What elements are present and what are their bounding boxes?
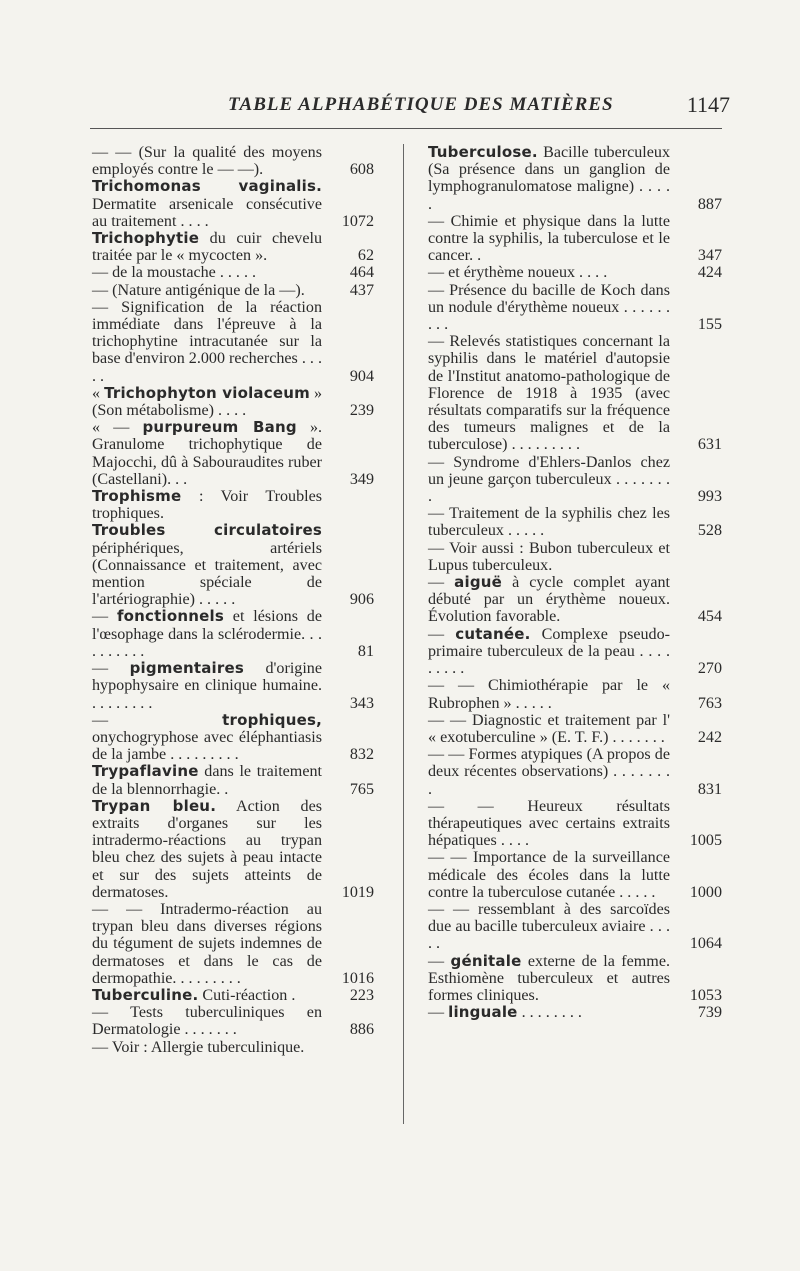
entry-text: Complexe pseudo-primaire tuberculeux de la peau . . . . . . . . . [428, 625, 670, 678]
page-reference: 242 [697, 728, 722, 746]
entry-text: et lésions de l'œsophage dans la sclérodermie. . . . . . . . . . [92, 608, 322, 660]
left-column [92, 144, 374, 1056]
page-reference: 765 [349, 780, 374, 798]
entry-text: externe de la femme. Esthiomène tuberculeux et autres formes cliniques. [428, 952, 670, 1004]
page-reference: 1019 [341, 883, 374, 901]
entry-text: Signification de la réaction immédiate dans l'épreuve à la trichophytine intracutanée sur la base d'environ 2.000 recherches . . . . . [92, 298, 322, 385]
entry-dash: — — [428, 849, 473, 867]
entry-dash: — — [428, 746, 469, 764]
entry-heading: pigmentaires [129, 659, 244, 678]
entry-dash: — [92, 660, 130, 678]
page-reference: 343 [349, 694, 374, 712]
entry-text: Chimiothérapie par le « Rubrophen » . . . . . [428, 677, 670, 712]
page-title: TABLE ALPHABÉTIQUE DES MATIÈRES [228, 94, 614, 115]
page-reference: 1072 [341, 212, 374, 230]
entry-dash: — [92, 711, 223, 729]
entry-dash: — — [428, 797, 528, 815]
page-reference: 349 [349, 470, 374, 488]
page-reference: 454 [697, 608, 722, 626]
entry-heading: Troubles circulatoires [92, 521, 322, 540]
entry-dash: — [92, 298, 122, 316]
index-entry [428, 677, 722, 711]
index-entry [92, 660, 374, 712]
page-reference: 739 [697, 1004, 722, 1022]
index-entry [428, 901, 722, 953]
index-entry [428, 798, 722, 850]
entry-dash: — — [428, 711, 472, 729]
page-reference: 631 [697, 436, 722, 454]
entry-dash: — — [428, 900, 478, 918]
index-entry [92, 488, 374, 522]
entry-dash: — [92, 1038, 112, 1056]
index-entry [428, 712, 722, 746]
page-reference: 763 [697, 694, 722, 712]
right-column [428, 144, 722, 1021]
page-reference: 223 [349, 986, 374, 1004]
page-reference: 528 [697, 522, 722, 540]
index-entry [92, 712, 374, 764]
entry-text: dans le traitement de la blennorrhagie. . [92, 763, 322, 798]
entry-dash: — [92, 1004, 131, 1022]
page-reference: 904 [349, 367, 374, 385]
entry-text: Traitement de la syphilis chez les tuberculeux . . . . . [428, 505, 670, 540]
entry-dash: — — [428, 677, 488, 695]
entry-dash: — [428, 574, 455, 592]
entry-text: périphériques, artériels (Connaissance et traitement, avec mention spéciale de l'artériographie) . . . . . [92, 539, 322, 609]
page-number: 1147 [686, 92, 730, 117]
entry-dash: — [428, 505, 450, 523]
entry-dash: — [428, 212, 451, 230]
entry-text: (Nature antigénique de la —). [112, 281, 305, 299]
entry-dash: « [92, 384, 105, 402]
entry-heading: Trichophyton violaceum [104, 383, 310, 402]
page-reference: 155 [697, 316, 722, 334]
entry-dash: « — [92, 419, 143, 437]
entry-heading: purpureum Bang [142, 418, 297, 437]
entry-dash: — — [92, 900, 161, 918]
index-entry [428, 746, 722, 798]
entry-heading: Trypaflavine [92, 762, 199, 781]
page-reference: 1053 [689, 986, 722, 1004]
entry-heading: linguale [448, 1003, 518, 1022]
index-entry [92, 522, 374, 608]
entry-text: Action des extraits d'organes sur les intradermo-réactions au trypan bleu chez des sujets à peau intacte et sur des sujets atteints de dermatoses. [92, 797, 322, 901]
entry-text: : Voir Troubles trophiques. [92, 488, 322, 523]
page-reference: 1000 [689, 883, 722, 901]
page-reference: 464 [349, 264, 374, 282]
entry-text: Voir : Allergie tuberculinique. [111, 1038, 305, 1056]
entry-heading: Trichomonas vaginalis. [92, 177, 322, 196]
index-entry [428, 264, 722, 281]
page-reference: 906 [349, 591, 374, 609]
index-entry [92, 230, 374, 264]
entry-text: (Sur la qualité des moyens employés contre le — —). [92, 144, 322, 179]
entry-heading: Trophisme [92, 487, 182, 506]
index-entry [92, 385, 374, 419]
index-entry [428, 454, 722, 506]
entry-text: Présence du bacille de Koch dans un nodule d'érythème noueux . . . . . . . . . [428, 281, 670, 334]
page-reference: 1005 [689, 832, 722, 850]
index-entry [92, 798, 374, 901]
header-rule [90, 128, 722, 129]
entry-dash: — [428, 333, 450, 351]
entry-dash: — [428, 952, 451, 970]
index-entry [92, 299, 374, 385]
page-reference: 239 [349, 402, 374, 420]
index-entry [92, 987, 374, 1004]
index-entry [428, 282, 722, 334]
index-entry [92, 608, 374, 660]
index-entry [428, 505, 722, 539]
page-reference: 437 [349, 281, 374, 299]
index-entry [428, 953, 722, 1005]
index-entry [92, 282, 374, 299]
entry-text: à cycle complet ayant débuté par un érythème noueux. Évolution favorable. [428, 574, 670, 626]
entry-heading: fonctionnels [116, 607, 224, 626]
entry-heading: Trypan bleu. [92, 796, 217, 815]
page-reference: 347 [697, 247, 722, 265]
entry-text: » (Son métabolisme) . . . . [92, 384, 322, 420]
index-entry [92, 1039, 374, 1056]
entry-heading: trophiques, [222, 710, 322, 729]
page-reference: 270 [697, 660, 722, 678]
column-divider [403, 144, 404, 1124]
index-entry [92, 264, 374, 281]
index-entry [428, 849, 722, 901]
index-entry [92, 901, 374, 987]
entry-text: Cuti-réaction . [198, 986, 296, 1004]
page-reference: 887 [697, 195, 722, 213]
entry-text: . . . . . . . . [517, 1004, 582, 1022]
page-reference: 1016 [341, 969, 374, 987]
entry-text: Dermatite arsenicale consécutive au traitement . . . . [92, 195, 322, 230]
index-entry [428, 213, 722, 265]
page-reference: 831 [697, 780, 722, 798]
entry-text: d'origine hypophysaire en clinique humaine. . . . . . . . . [92, 660, 322, 712]
index-entry [428, 540, 722, 574]
entry-heading: cutanée. [455, 624, 531, 643]
entry-text: Diagnostic et traitement par l' « exotuberculine » (E. T. F.) . . . . . . . [428, 711, 670, 746]
entry-text: Relevés statistiques concernant la syphilis dans le matériel d'autopsie de l'Institut anatomo-pathologique de Florence de 1918 à 1935 (avec résultats comparatifs sur la fréquence des tumeurs malignes et de la tuberculose) . . . . . . . . . [428, 333, 670, 454]
entry-text: Intradermo-réaction au trypan bleu dans diverses régions du tégument de sujets indemnes de dermatoses et dans le cas de dermopathie. . . . . . . . . [92, 900, 322, 987]
index-entry [92, 1004, 374, 1038]
entry-text: de la moustache . . . . . [112, 264, 257, 282]
entry-text: Formes atypiques (A propos de deux récentes observations) . . . . . . . . [428, 746, 670, 798]
entry-dash: — [428, 281, 450, 299]
page-reference: 608 [349, 161, 374, 179]
page-reference: 832 [349, 746, 374, 764]
entry-text: ». Granulome trichophytique de Majocchi, dû à Sabouraudites ruber (Castellani). . . [92, 419, 323, 488]
entry-dash: — [428, 1004, 449, 1022]
index-entry [428, 333, 722, 453]
entry-text: Heureux résultats thérapeutiques avec certains extraits hépatiques . . . . [428, 797, 670, 850]
entry-heading: génitale [450, 951, 522, 970]
entry-text: et érythème noueux . . . . [448, 264, 608, 282]
entry-text: Syndrome d'Ehlers-Danlos chez un jeune garçon tuberculeux . . . . . . . . [428, 453, 670, 506]
entry-text: Bacille tuberculeux (Sa présence dans un ganglion de lymphogranulomatose maligne) . . . . . [428, 144, 670, 213]
entry-text: onychogryphose avec éléphantiasis de la jambe . . . . . . . . . [92, 728, 322, 764]
page-reference: 62 [357, 247, 374, 265]
entry-dash: — [428, 539, 450, 557]
entry-dash: — [428, 625, 456, 643]
index-entry [428, 144, 722, 213]
index-entry [92, 178, 374, 230]
page-reference: 81 [357, 642, 374, 660]
entry-text: Chimie et physique dans la lutte contre la syphilis, la tuberculose et le cancer. . [428, 212, 670, 265]
entry-text: Voir aussi : Bubon tuberculeux et Lupus tuberculeux. [428, 539, 671, 574]
entry-dash: — — [92, 144, 139, 161]
entry-dash: — [428, 453, 454, 471]
entry-heading: Trichophytie [92, 229, 200, 248]
entry-text: Importance de la surveillance médicale des écoles dans la lutte contre la tuberculose cutanée . . . . . [428, 849, 671, 901]
running-header [90, 94, 730, 126]
index-entry [92, 144, 374, 178]
page-reference: 993 [697, 488, 722, 506]
entry-heading: aiguë [454, 573, 503, 592]
entry-dash: — [92, 264, 113, 282]
page-reference: 886 [349, 1021, 374, 1039]
entry-text: ressemblant à des sarcoïdes due au bacille tuberculeux aviaire . . . . . [428, 900, 671, 953]
index-entry [92, 763, 374, 797]
entry-dash: — [92, 281, 113, 299]
page-reference: 1064 [689, 935, 722, 953]
index-entry [428, 574, 722, 626]
entry-text: du cuir chevelu traitée par le « mycocten ». [92, 230, 322, 265]
entry-dash: — [92, 608, 117, 626]
index-entry [428, 626, 722, 678]
index-entry [428, 1004, 722, 1021]
index-entry [92, 419, 374, 488]
entry-heading: Tuberculose. [428, 143, 538, 161]
entry-heading: Tuberculine. [92, 985, 199, 1004]
entry-text: Tests tuberculiniques en Dermatologie . . . . . . . [92, 1004, 323, 1039]
page-reference: 424 [697, 264, 722, 282]
entry-dash: — [428, 264, 449, 282]
